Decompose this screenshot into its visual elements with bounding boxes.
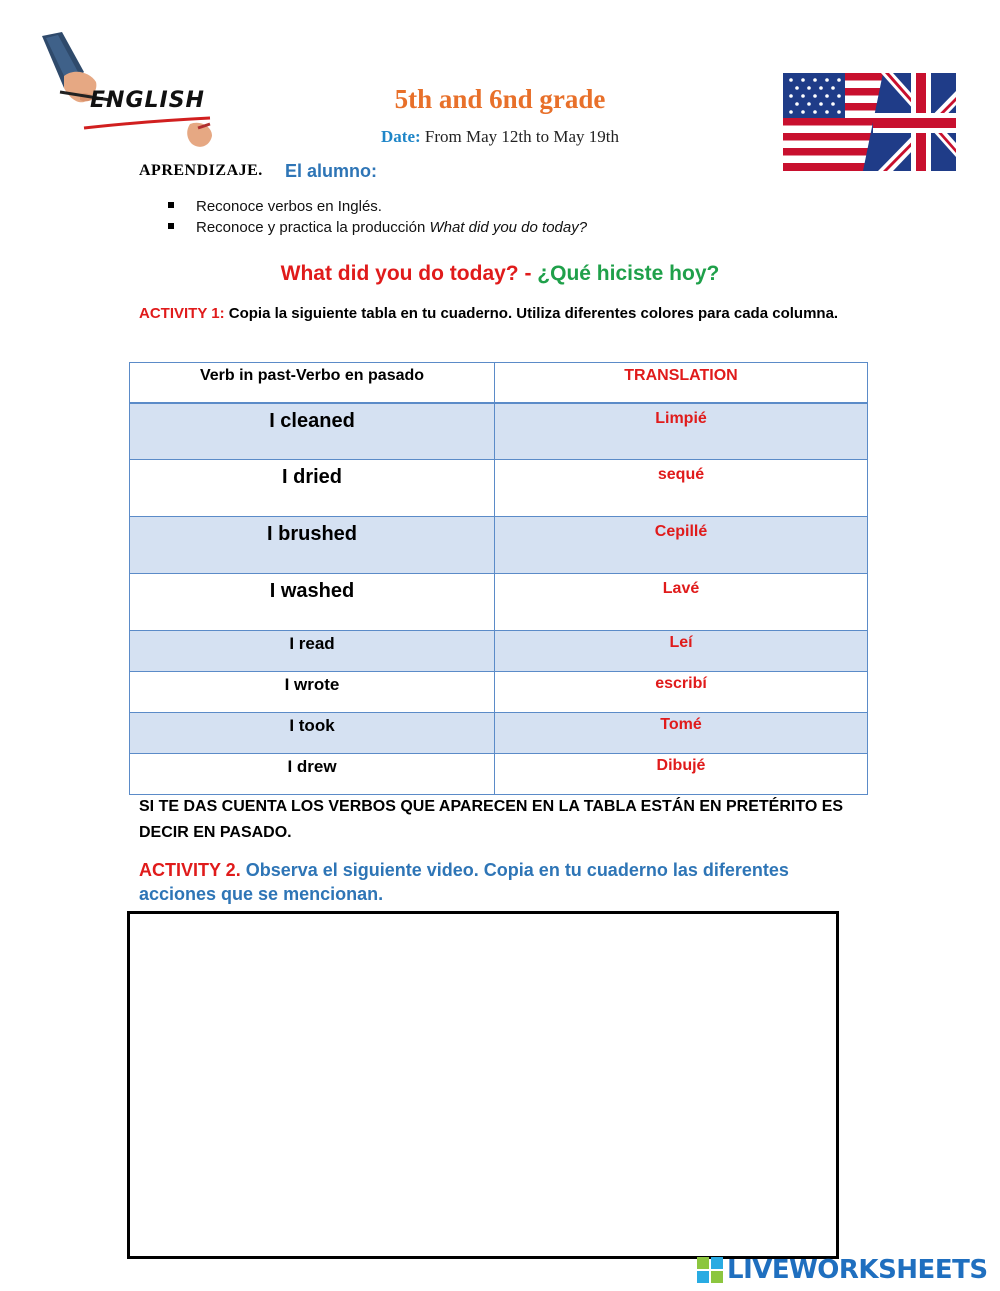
past-tense-note: SI TE DAS CUENTA LOS VERBOS QUE APARECEN EN LA TABLA ESTÁN EN PRETÉRITO ES DECIR EN PASADO. xyxy=(139,798,844,841)
verb-cell: I washed xyxy=(130,574,495,631)
learning-heading: APRENDIZAJE. xyxy=(139,162,263,179)
table-row xyxy=(130,574,868,631)
verb-cell: I cleaned xyxy=(130,403,495,460)
activity-2-label: ACTIVITY 2. xyxy=(139,860,241,880)
bullet-item xyxy=(168,198,382,215)
subtitle-spanish: ¿Qué hiciste hoy? xyxy=(537,262,720,285)
date-label: Date: xyxy=(381,127,421,146)
activity-2-instructions xyxy=(139,858,859,906)
verb-cell: I drew xyxy=(130,754,495,795)
verb-cell: I dried xyxy=(130,460,495,517)
translation-cell: escribí xyxy=(495,672,868,713)
table-header-row xyxy=(130,363,868,403)
bullet-text: Reconoce y practica la producción xyxy=(196,219,430,236)
translation-cell: Lavé xyxy=(495,574,868,631)
us-uk-flag-image xyxy=(783,73,956,171)
liveworksheets-logo[interactable] xyxy=(697,1255,988,1285)
translation-cell: sequé xyxy=(495,460,868,517)
liveworksheets-icon xyxy=(697,1257,723,1283)
bullet-item xyxy=(168,219,587,236)
video-embed-area[interactable] xyxy=(127,911,839,1259)
verb-table xyxy=(129,362,868,795)
table-header-verb: Verb in past-Verbo en pasado xyxy=(130,363,495,403)
flag-icon xyxy=(783,73,956,171)
student-label: El alumno: xyxy=(285,161,378,181)
table-row xyxy=(130,631,868,672)
date-value: From May 12th to May 19th xyxy=(424,127,619,146)
translation-cell: Tomé xyxy=(495,713,868,754)
verb-cell: I wrote xyxy=(130,672,495,713)
translation-cell: Leí xyxy=(495,631,868,672)
english-logo xyxy=(40,32,220,157)
bullet-text: Reconoce verbos en Inglés. xyxy=(196,198,382,215)
bullet-square-icon xyxy=(168,223,174,229)
table-header-translation: TRANSLATION xyxy=(495,363,868,403)
table-row xyxy=(130,754,868,795)
table-row xyxy=(130,672,868,713)
bullet-italic: What did you do today? xyxy=(429,219,588,236)
table-row xyxy=(130,517,868,574)
page-title: 5th and 6nd grade xyxy=(394,84,606,114)
date-line xyxy=(300,127,700,147)
activity-2-text: Observa el siguiente video. Copia en tu cuaderno las diferentes acciones que se mencionan. xyxy=(139,860,789,904)
subtitle-english: What did you do today? - xyxy=(280,262,538,285)
verb-cell: I read xyxy=(130,631,495,672)
brand-name: LIVEWORKSHEETS xyxy=(727,1255,988,1285)
translation-cell: Limpié xyxy=(495,403,868,460)
logo-text: ENGLISH xyxy=(90,88,205,113)
activity-1-label: ACTIVITY 1: xyxy=(139,305,225,322)
translation-cell: Dibujé xyxy=(495,754,868,795)
table-row xyxy=(130,403,868,460)
verb-cell: I brushed xyxy=(130,517,495,574)
lesson-subtitle xyxy=(0,262,1000,286)
table-row xyxy=(130,713,868,754)
translation-cell: Cepillé xyxy=(495,517,868,574)
bullet-square-icon xyxy=(168,202,174,208)
activity-1-text: Copia la siguiente tabla en tu cuaderno. Utiliza diferentes colores para cada columna. xyxy=(228,305,839,322)
verb-cell: I took xyxy=(130,713,495,754)
activity-1-instructions xyxy=(139,302,839,325)
table-row xyxy=(130,460,868,517)
